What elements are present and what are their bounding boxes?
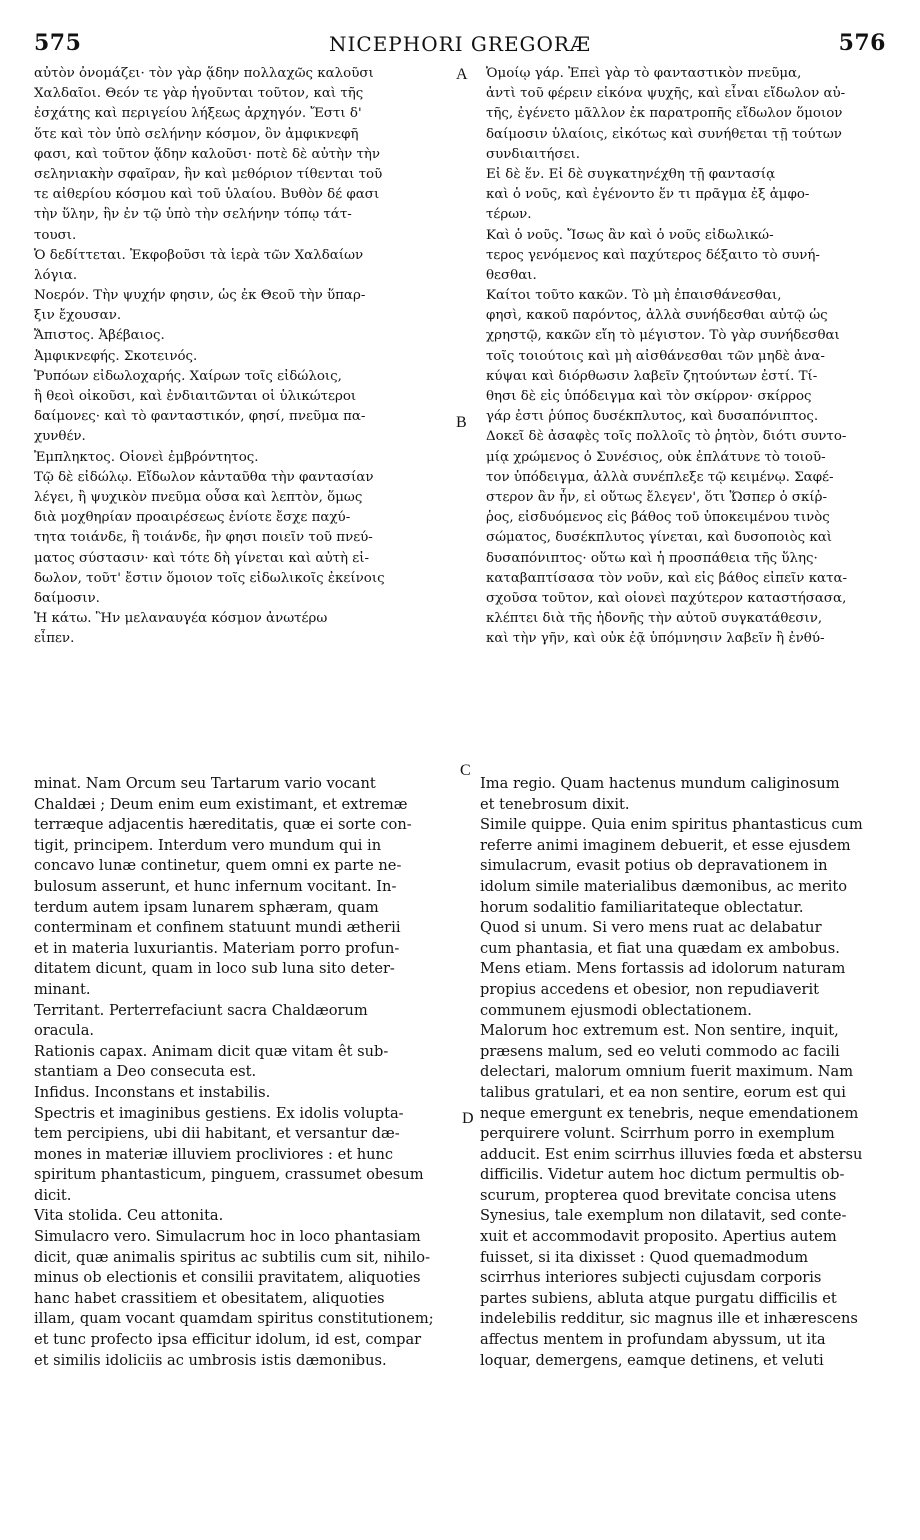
text-line: δαίμονες· καὶ τὸ φανταστικόν, φησί, πνεῦμα πα-: [34, 409, 366, 425]
text-line: Εἰ δὲ ἕν. Εἰ δὲ συγκατηνέχθη τῇ φαντασίᾳ: [486, 166, 776, 182]
text-line: γάρ ἐστι ῥύπος δυσέκπλυτος, καὶ δυσαπόνιπτος.: [486, 409, 819, 425]
text-line: κύψαι καὶ διόρθωσιν λαβεῖν ζητούντων ἐστί. Τί-: [486, 368, 818, 384]
text-line: τον ὑπόδειγμα, ἀλλὰ συνέπλεξε τῷ κειμένῳ. Σαφέ-: [486, 469, 834, 485]
text-line: διὰ μοχθηρίαν προαιρέσεως ἐνίοτε ἔσχε παχύ-: [34, 510, 351, 526]
text-line: et in materia luxuriantis. Materiam porro profun-: [34, 939, 400, 957]
section-marker-a: A: [456, 66, 468, 83]
text-line: καταβαπτίσασα τὸν νοῦν, καὶ εἰς βάθος εἰπεῖν κατα-: [486, 570, 848, 586]
text-line: minant.: [34, 980, 91, 998]
text-line: Ἐμπληκτος. Οἱονεὶ ἐμβρόντητος.: [34, 449, 259, 465]
text-line: ἐσχάτης καὶ περιγείου λήξεως ἀρχηγόν. Ἔστι δ': [34, 106, 362, 122]
text-line: tigit, principem. Interdum vero mundum qui in: [34, 836, 382, 854]
text-line: τερος γενόμενος καὶ παχύτερος δέξαιτο τὸ συνή-: [486, 247, 820, 263]
text-line: καὶ τὴν γῆν, καὶ οὐκ ἐᾷ ὑπόμνησιν λαβεῖν ἢ ἐνθύ-: [486, 631, 825, 647]
text-line: Ἀμφικνεφής. Σκοτεινός.: [34, 348, 198, 364]
text-line: δυσαπόνιπτος· οὕτω καὶ ἡ προσπάθεια τῆς ὕλης·: [486, 550, 818, 566]
text-line: communem ejusmodi oblectationem.: [480, 1001, 752, 1019]
text-line: χυνθέν.: [34, 429, 86, 445]
text-line: loquar, demergens, eamque detinens, et veluti: [480, 1351, 824, 1369]
text-line: λέγει, ἢ ψυχικὸν πνεῦμα οὖσα καὶ λεπτὸν, ὅμως: [34, 489, 363, 505]
text-line: Spectris et imaginibus gestiens. Ex idolis volupta-: [34, 1104, 404, 1122]
text-line: σώματος, δυσέκπλυτος γίνεται, καὶ δυσοποιὸς καὶ: [486, 530, 833, 546]
text-line: minat. Nam Orcum seu Tartarum vario vocant: [34, 775, 376, 792]
text-line: difficilis. Videtur autem hoc dictum permultis ob-: [480, 1166, 845, 1184]
text-line: stantiam a Deo consecuta est.: [34, 1063, 257, 1081]
text-line: τουσι.: [34, 227, 77, 243]
text-line: horum sodalitio familiaritateque oblectatur.: [480, 898, 804, 916]
text-line: Ὁ δεδίττεται. Ἐκφοβοῦσι τὰ ἱερὰ τῶν Χαλδαίων: [34, 247, 364, 263]
text-line: ξιν ἔχουσαν.: [34, 308, 122, 324]
text-line: indelebilis redditur, sic magnus ille et inhærescens: [480, 1310, 858, 1328]
text-line: Malorum hoc extremum est. Non sentire, inquit,: [480, 1022, 839, 1040]
text-line: hanc habet crassitiem et obesitatem, aliquoties: [34, 1289, 385, 1307]
text-line: Νοερόν. Τὴν ψυχήν φησιν, ὡς ἐκ Θεοῦ τὴν ὕπαρ-: [34, 288, 366, 304]
text-line: μίᾳ χρώμενος ὁ Συνέσιος, οὐκ ἐπλάτυνε τὸ τοιοῦ-: [486, 449, 826, 465]
text-line: delectari, malorum omnium fuerit maximum. Nam: [480, 1063, 854, 1081]
text-line: minus ob electionis et consilii pravitatem, aliquoties: [34, 1269, 421, 1287]
text-line: τέρων.: [486, 207, 532, 223]
text-line: τὴν ὕλην, ἣν ἐν τῷ ὑπὸ τὴν σελήνην τόπῳ τάτ-: [34, 207, 352, 223]
page-number-right: 576: [838, 30, 886, 56]
text-line: Vita stolida. Ceu attonita.: [34, 1207, 224, 1225]
text-line: præsens malum, sed eo veluti commodo ac facili: [480, 1042, 840, 1060]
text-line: partes subiens, abluta atque purgatu difficilis et: [480, 1289, 837, 1307]
text-line: et tenebrosum dixit.: [480, 795, 630, 813]
text-line: oracula.: [34, 1022, 95, 1040]
latin-column-left: [34, 774, 454, 1371]
text-line: λόγια.: [34, 267, 78, 283]
text-line: σεληνιακὴν σφαῖραν, ἣν καὶ μεθόριον τίθενται τοῦ: [34, 166, 383, 182]
page-header: [34, 30, 886, 62]
text-line: Ἄπιστος. Ἀβέβαιος.: [34, 328, 165, 344]
text-line: adducit. Est enim scirrhus illuvies fœda et abstersu: [480, 1145, 863, 1163]
text-line: ditatem dicunt, quam in loco sub luna sito deter-: [34, 960, 395, 978]
text-line: Simile quippe. Quia enim spiritus phantasticus cum: [480, 816, 863, 834]
text-line: Territant. Perterrefaciunt sacra Chaldæorum: [34, 1001, 368, 1019]
text-line: δαίμοσιν ὑλαίοις, εἰκότως καὶ συνήθεται τῇ τούτων: [486, 126, 842, 142]
text-line: Καίτοι τοῦτο κακῶν. Τὸ μὴ ἐπαισθάνεσθαι,: [486, 288, 782, 304]
text-line: φησὶ, κακοῦ παρόντος, ἀλλὰ συνήδεσθαι αὐτῷ ὡς: [486, 308, 828, 324]
text-line: mones in materiæ illuviem procliviores : et hunc: [34, 1145, 394, 1163]
text-line: Δοκεῖ δὲ ἀσαφὲς τοῖς πολλοῖς τὸ ῥητὸν, διότι συντο-: [486, 429, 847, 445]
text-line: concavo lunæ continetur, quem omni ex parte ne-: [34, 857, 402, 875]
text-line: et similis idoliciis ac umbrosis istis dæmonibus.: [34, 1351, 387, 1369]
text-line: καὶ ὁ νοῦς, καὶ ἐγένοντο ἕν τι πρᾶγμα ἐξ ἀμφο-: [486, 187, 810, 203]
text-line: Quod si unum. Si vero mens ruat ac delabatur: [480, 919, 822, 937]
text-line: scirrhus interiores subjecti cujusdam corporis: [480, 1269, 822, 1287]
section-marker-b: B: [456, 414, 467, 431]
text-line: Chaldæi ; Deum enim eum existimant, et extremæ: [34, 795, 408, 813]
text-line: Synesius, tale exemplum non dilatavit, sed conte-: [480, 1207, 847, 1225]
text-line: ῥος, εἰσδυόμενος εἰς βάθος τοῦ ὑποκειμένου τινὸς: [486, 510, 830, 526]
text-line: neque emergunt ex tenebris, neque emendationem: [480, 1104, 859, 1122]
text-line: σχοῦσα τοῦτον, καὶ οἱονεὶ παχύτερον καταστήσασα,: [486, 590, 847, 606]
text-line: Χαλδαῖοι. Θεόν τε γὰρ ἡγοῦνται τοῦτον, καὶ τῆς: [34, 86, 364, 102]
text-line: simulacrum, evasit potius ob depravationem in: [480, 857, 828, 875]
text-line: propius accedens et obesior, non repudiaverit: [480, 980, 820, 998]
text-line: conterminam et confinem statuunt mundi ætherii: [34, 919, 401, 937]
text-line: τῆς, ἐγένετο μᾶλλον ἐκ παρατροπῆς εἴδωλον ὅμοιον: [486, 106, 843, 122]
text-line: tem percipiens, ubi dii habitant, et versantur dæ-: [34, 1125, 400, 1143]
text-line: idolum simile materialibus dæmonibus, ac merito: [480, 877, 848, 895]
text-line: Ima regio. Quam hactenus mundum caliginosum: [480, 775, 840, 792]
section-marker-c: C: [460, 762, 471, 779]
text-line: χρηστῷ, κακῶν εἴη τὸ μέγιστον. Τὸ γὰρ συνήδεσθαι: [486, 328, 840, 344]
text-line: Simulacro vero. Simulacrum hoc in loco phantasiam: [34, 1228, 421, 1246]
text-line: Infidus. Inconstans et instabilis.: [34, 1083, 271, 1101]
text-line: talibus gratulari, et ea non sentire, eorum est qui: [480, 1083, 846, 1101]
text-line: fuisset, si ita dixisset : Quod quemadmodum: [480, 1248, 809, 1266]
greek-column-right: [486, 64, 890, 649]
text-line: εἶπεν.: [34, 631, 75, 647]
page-number-left: 575: [34, 30, 82, 56]
text-line: συνδιαιτήσει.: [486, 146, 581, 162]
text-line: Mens etiam. Mens fortassis ad idolorum naturam: [480, 960, 846, 978]
text-line: κλέπτει διὰ τῆς ἡδονῆς τὴν αὐτοῦ συγκατάθεσιν,: [486, 611, 823, 627]
text-line: illam, quam vocant quamdam spiritus constitutionem;: [34, 1310, 434, 1328]
text-line: et tunc profecto ipsa efficitur idolum, id est, compar: [34, 1331, 422, 1349]
text-line: ἢ θεοὶ οἰκοῦσι, καὶ ἐνδιαιτῶνται οἱ ὑλικώτεροι: [34, 389, 357, 404]
text-line: terræque adjacentis hæreditatis, quæ ei sorte con-: [34, 816, 412, 834]
text-line: spiritum phantasticum, pinguem, crassumet obesum: [34, 1166, 424, 1184]
text-line: perquirere volunt. Scirrhum porro in exemplum: [480, 1125, 835, 1143]
text-line: θεσθαι.: [486, 267, 537, 283]
text-line: Ἡ κάτω. Ἣν μελαναυγέα κόσμον ἀνωτέρω: [34, 611, 328, 627]
text-line: referre animi imaginem debuerit, et esse ejusdem: [480, 836, 851, 854]
latin-column-right: [480, 774, 890, 1371]
greek-column-left: [34, 64, 454, 649]
text-line: Καὶ ὁ νοῦς. Ἴσως ἂν καὶ ὁ νοῦς εἰδωλικώ-: [486, 227, 774, 243]
text-line: ἀντὶ τοῦ φέρειν εἰκόνα ψυχῆς, καὶ εἶναι εἴδωλον αὐ-: [486, 86, 846, 102]
text-line: affectus mentem in profundam abyssum, ut ita: [480, 1331, 826, 1349]
text-line: Rationis capax. Animam dicit quæ vitam êt sub-: [34, 1042, 389, 1060]
text-line: Τῷ δὲ εἰδώλῳ. Εἴδωλον κἀνταῦθα τὴν φαντασίαν: [34, 469, 374, 485]
text-line: θησι δὲ εἰς ὑπόδειγμα καὶ τὸν σκίρρον· σκίρρος: [486, 389, 812, 404]
text-line: cum phantasia, et fiat una quædam ex ambobus.: [480, 939, 840, 957]
text-line: τητα τοιάνδε, ἣ τοιάνδε, ἣν φησι ποιεῖν τοῦ πνεύ-: [34, 530, 373, 546]
text-line: δαίμοσιν.: [34, 590, 100, 606]
text-line: ματος σύστασιν· καὶ τότε δὴ γίνεται καὶ αὐτὴ εἰ-: [34, 550, 370, 566]
section-marker-d: D: [462, 1110, 474, 1127]
text-line: dicit, quæ animalis spiritus ac subtilis cum sit, nihilo-: [34, 1248, 430, 1266]
text-line: ὅτε καὶ τὸν ὑπὸ σελήνην κόσμον, ὃν ἀμφικνεφῆ: [34, 126, 359, 142]
text-line: dicit.: [34, 1186, 72, 1204]
text-line: τε αἰθερίου κόσμου καὶ τοῦ ὑλαίου. Βυθὸν δέ φασι: [34, 187, 380, 203]
text-line: Ὁμοίῳ γάρ. Ἐπεὶ γὰρ τὸ φανταστικὸν πνεῦμα,: [486, 66, 802, 81]
text-line: αὐτὸν ὀνομάζει· τὸν γὰρ ᾅδην πολλαχῶς καλοῦσι: [34, 66, 374, 81]
running-title: NICEPHORI GREGORÆ: [329, 32, 591, 56]
text-line: Ῥυπόων εἰδωλοχαρής. Χαίρων τοῖς εἰδώλοις,: [34, 368, 342, 384]
text-line: δωλον, τοῦτ' ἔστιν ὅμοιον τοῖς εἰδωλικοῖς ἐκείνοις: [34, 570, 385, 586]
text-line: bulosum asserunt, et hunc infernum vocitant. In-: [34, 877, 397, 895]
text-line: στερον ἂν ἦν, εἰ οὕτως ἔλεγεν', ὅτι Ὥσπερ ὁ σκίῤ-: [486, 489, 828, 505]
text-line: xuit et accommodavit proposito. Apertius autem: [480, 1228, 837, 1246]
text-line: scurum, propterea quod brevitate concisa utens: [480, 1186, 837, 1204]
text-line: terdum autem ipsam lunarem sphæram, quam: [34, 898, 379, 916]
text-line: τοῖς τοιούτοις καὶ μὴ αἰσθάνεσθαι τῶν μηδὲ ἀνα-: [486, 348, 825, 364]
text-line: φασι, καὶ τοῦτον ᾅδην καλοῦσι· ποτὲ δὲ αὐτὴν τὴν: [34, 146, 381, 162]
